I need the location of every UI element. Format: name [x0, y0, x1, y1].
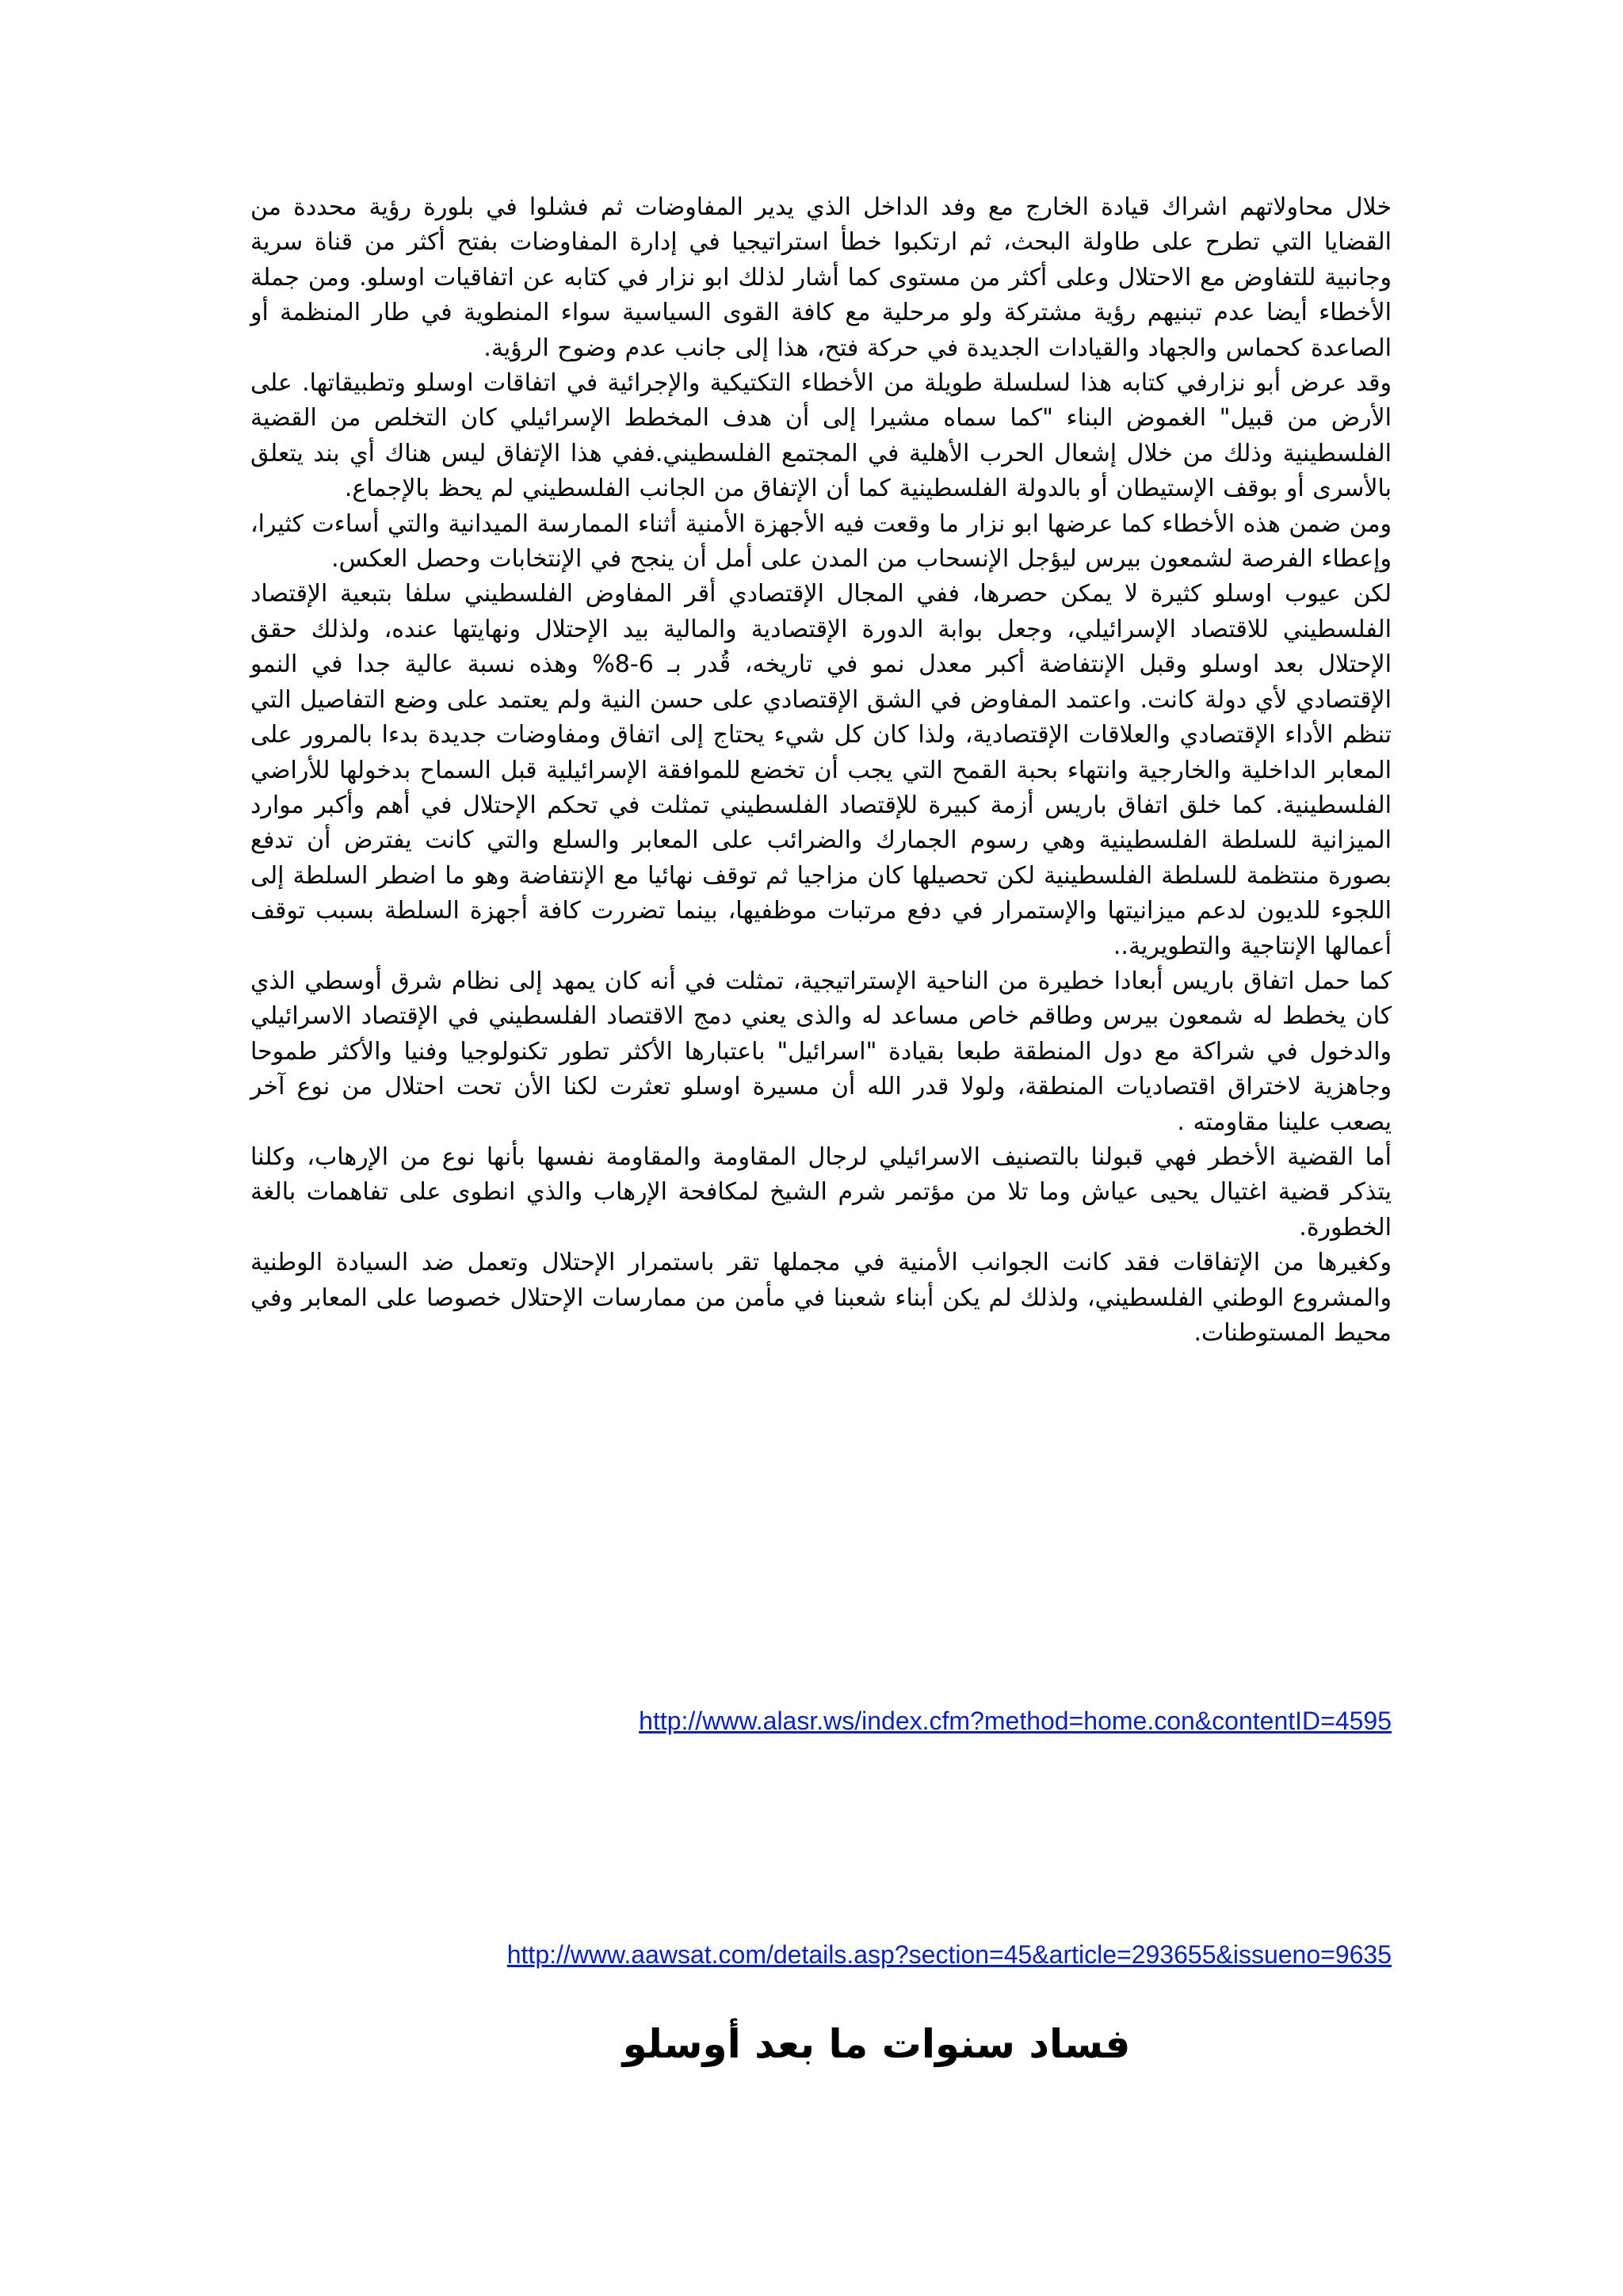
- paragraph-6: أما القضية الأخطر فهي قبولنا بالتصنيف الاسرائيلي لرجال المقاومة والمقاومة نفسها بأنها نوع من الإرهاب، وكلنا يتذكر قضية اغتيال يحيى عياش وما تلا من مؤتمر شرم الشيخ لمكافحة الإرهاب والذي انطوى على تفاهمات بالغة الخطورة.: [250, 1142, 1392, 1241]
- paragraph-5: كما حمل اتفاق باريس أبعادا خطيرة من الناحية الإستراتيجية، تمثلت في أنه كان يمهد إلى نظام شرق أوسطي الذي كان يخطط له شمعون بيرس وطاقم خاص مساعد له والذى يعني دمج الاقتصاد الفلسطيني في الإقتصاد الاسرائيلي والدخول في شراكة مع دول المنطقة طبعا بقيادة "اسرائيل" باعتبارها الأكثر تطور تكنولوجيا وفنيا والأكثر طموحا وجاهزية لاختراق اقتصاديات المنطقة، ولولا قدر الله أن مسيرة اوسلو تعثرت لكنا الأن تحت احتلال من نوع آخر يصعب علينا مقاومته .: [250, 967, 1392, 1136]
- article-body: [250, 190, 1392, 2067]
- paragraph-1: خلال محاولاتهم اشراك قيادة الخارج مع وفد الداخل الذي يدير المفاوضات ثم فشلوا في بلورة رؤية محددة من القضايا التي تطرح على طاولة البحث، ثم ارتكبوا خطأ استراتيجيا في إدارة المفاوضات بفتح أكثر من قناة سرية وجانبية للتفاوض مع الاحتلال وعلى أكثر من مستوى كما أشار لذلك ابو نزار في كتابه عن اتفاقيات اوسلو. ومن جملة الأخطاء أيضا عدم تبنيهم رؤية مشتركة ولو مرحلية مع كافة القوى السياسية سواء المنطوية في طار المنظمة أو الصاعدة كحماس والجهاد والقيادات الجديدة في حركة فتح، هذا إلى جانب عدم وضوح الرؤية.: [250, 193, 1392, 362]
- source-link-aawsat[interactable]: http://www.aawsat.com/details.asp?section=45&article=293655&issueno=9635: [506, 1940, 1392, 1969]
- source-link-alasr[interactable]: http://www.alasr.ws/index.cfm?method=home.con&contentID=4595: [639, 1707, 1392, 1735]
- paragraph-7: وكغيرها من الإتفاقات فقد كانت الجوانب الأمنية في مجملها تقر باستمرار الإحتلال وتعمل ضد السيادة الوطنية والمشروع الوطني الفلسطيني، ولذلك لم يكن أبناء شعبنا في مأمن من ممارسات الإحتلال خصوصا على المعابر وفي محيط المستوطنات.: [250, 1249, 1392, 1347]
- paragraph-4: لكن عيوب اوسلو كثيرة لا يمكن حصرها، ففي المجال الإقتصادي أقر المفاوض الفلسطيني سلفا بتبعية الإقتصاد الفلسطيني للاقتصاد الإسرائيلي، وجعل بوابة الدورة الإقتصادية والمالية بيد الإحتلال ونهايتها عنده، ولذلك حقق الإحتلال بعد اوسلو وقبل الإنتفاضة أكبر معدل نمو في تاريخه، قُدر بـ 6-8% وهذه نسبة عالية جدا في النمو الإقتصادي لأي دولة كانت. واعتمد المفاوض في الشق الإقتصادي على حسن النية ولم يعتمد على وضع التفاصيل التي تنظم الأداء الإقتصادي والعلاقات الإقتصادية، ولذا كان كل شيء يحتاج إلى اتفاق ومفاوضات جديدة بدءا بالمرور على المعابر الداخلية والخارجية وانتهاء بحبة القمح التي يجب أن تخضع للموافقة الإسرائيلية قبل السماح بدخولها للأراضي الفلسطينية. كما خلق اتفاق باريس أزمة كبيرة للإقتصاد الفلسطيني تمثلت في تحكم الإحتلال في أهم وأكبر موارد الميزانية للسلطة الفلسطينية وهي رسوم الجمارك والضرائب على المعابر والسلع والتي كانت يفترض أن تدفع بصورة منتظمة للسلطة الفلسطينية لكن تحصيلها كان مزاجيا ثم توقف نهائيا مع الإنتفاضة وهو ما اضطر السلطة إلى اللجوء للديون لدعم ميزانيتها والإستمرار في دفع مرتبات موظفيها، بينما تضررت كافة أجهزة السلطة بسبب توقف أعمالها الإنتاجية والتطويرية..: [250, 580, 1392, 960]
- section-title: فساد سنوات ما بعد أوسلو: [622, 2021, 1131, 2067]
- paragraph-2: وقد عرض أبو نزارفي كتابه هذا لسلسلة طويلة من الأخطاء التكتيكية والإجرائية في اتفاقات اوسلو وتطبيقاتها. على الأرض من قبيل" الغموض البناء "كما سماه مشيرا إلى أن هدف المخطط الإسرائيلي كان التخلص من القضية الفلسطينية وذلك من خلال إشعال الحرب الأهلية في المجتمع الفلسطيني.ففي هذا الإتفاق ليس هناك أي بند يتعلق بالأسرى أو بوقف الإستيطان أو بالدولة الفلسطينية كما أن الإتفاق من الجانب الفلسطيني لم يحظ بالإجماع.: [250, 369, 1392, 503]
- paragraph-3: ومن ضمن هذه الأخطاء كما عرضها ابو نزار ما وقعت فيه الأجهزة الأمنية أثناء الممارسة الميدانية والتي أساءت كثيرا، وإعطاء الفرصة لشمعون بيرس ليؤجل الإنسحاب من المدن على أمل أن ينجح في الإنتخابات وحصل العكس.: [250, 509, 1392, 574]
